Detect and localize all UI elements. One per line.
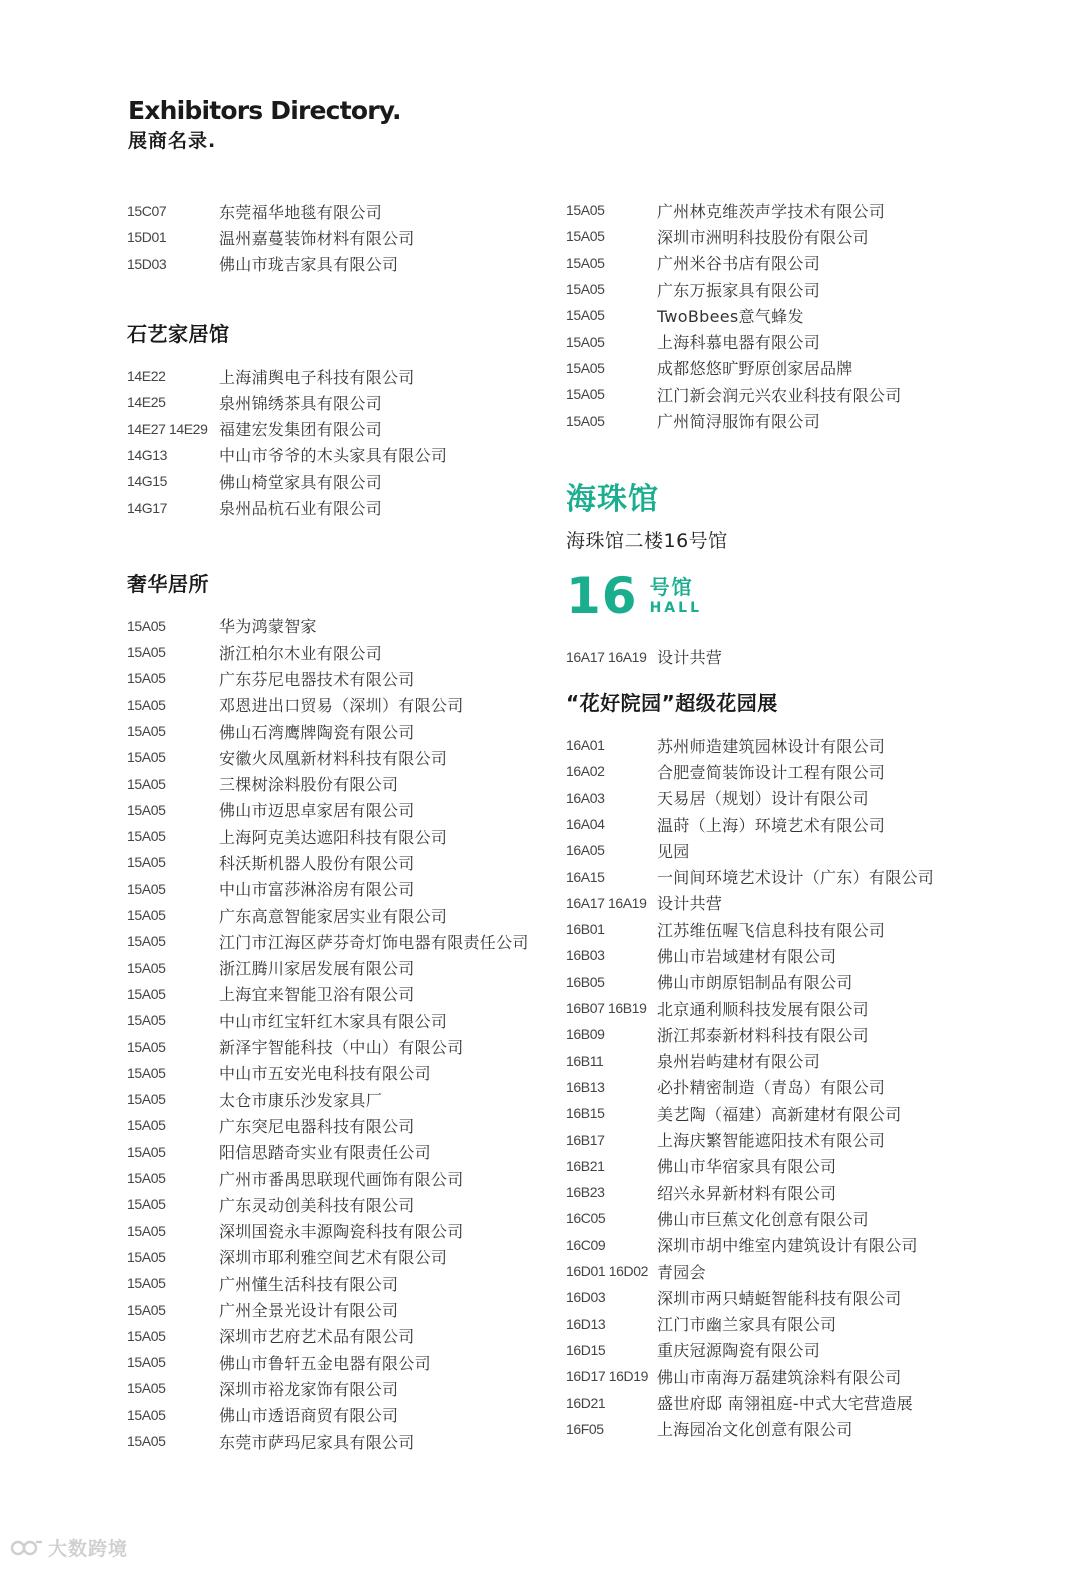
booth-code: 15A05 [127, 828, 166, 845]
hall-number: 16 [566, 566, 638, 625]
exhibitor-row [127, 1086, 567, 1112]
exhibitor-row [566, 785, 966, 811]
exhibitor-row [566, 644, 966, 670]
booth-code: 15A05 [127, 1012, 166, 1029]
exhibitor-name: 上海科慕电器有限公司 [657, 333, 821, 353]
exhibitor-row [127, 639, 567, 665]
exhibitor-name: 阳信思踏奇实业有限责任公司 [219, 1143, 431, 1163]
exhibitor-row [127, 363, 567, 389]
exhibitor-row [127, 1323, 567, 1349]
exhibitor-name: 温州嘉蔓装饰材料有限公司 [219, 228, 415, 248]
exhibitor-name: 广州米谷书店有限公司 [657, 254, 821, 274]
exhibitor-name: 中山市爷爷的木头家具有限公司 [219, 446, 448, 466]
exhibitor-name: 佛山市朗原铝制品有限公司 [657, 973, 853, 993]
exhibitor-row [127, 823, 567, 849]
exhibitor-row [566, 276, 966, 302]
exhibitor-name: 江门新会润元兴农业科技有限公司 [657, 385, 902, 405]
exhibitor-row [127, 442, 567, 468]
exhibitor-row [127, 1060, 567, 1086]
exhibitor-name: 深圳市耶利雅空间艺术有限公司 [219, 1248, 448, 1268]
exhibitor-name: 佛山市透语商贸有限公司 [219, 1406, 399, 1426]
exhibitor-name: 广州林克维茨声学技术有限公司 [657, 201, 886, 221]
exhibitor-row [566, 995, 966, 1021]
booth-code: 16A03 [566, 789, 605, 806]
exhibitor-name: 北京通利顺科技发展有限公司 [657, 999, 869, 1019]
exhibitor-name: 苏州师造建筑园林设计有限公司 [657, 736, 886, 756]
hall-list [566, 644, 966, 670]
exhibitor-name: 深圳市洲明科技股份有限公司 [657, 227, 869, 247]
exhibitor-row [566, 1126, 966, 1152]
exhibitor-name: 广东万振家具有限公司 [657, 280, 821, 300]
booth-code: 15A05 [127, 696, 166, 713]
exhibitor-name: 三棵树涂料股份有限公司 [219, 775, 399, 795]
exhibitor-name: 中山市五安光电科技有限公司 [219, 1064, 431, 1084]
exhibitor-row [127, 389, 567, 415]
booth-code: 15A05 [127, 959, 166, 976]
exhibitor-name: 佛山市鲁轩五金电器有限公司 [219, 1353, 431, 1373]
hall-title: 海珠馆 [566, 481, 659, 517]
exhibitor-row [127, 902, 567, 928]
exhibitor-name: 华为鸿蒙智家 [219, 617, 317, 637]
exhibitor-row [127, 718, 567, 744]
title-chinese: 展商名录. [128, 130, 217, 152]
booth-code: 15A05 [566, 202, 605, 219]
exhibitor-row [566, 969, 966, 995]
booth-code: 15A05 [127, 1380, 166, 1397]
exhibitor-row [127, 692, 567, 718]
booth-code: 15A05 [127, 854, 166, 871]
booth-code: 16A17 16A19 [566, 894, 647, 911]
exhibitor-row [566, 837, 966, 863]
right-column [566, 197, 966, 1442]
exhibitor-name: 深圳市艺府艺术品有限公司 [219, 1327, 415, 1347]
exhibitor-row [127, 251, 567, 277]
watermark [10, 1534, 128, 1561]
exhibitor-name: 深圳市胡中维室内建筑设计有限公司 [657, 1236, 918, 1256]
directory-header [128, 95, 401, 155]
exhibitor-name: 科沃斯机器人股份有限公司 [219, 853, 415, 873]
booth-code: 15D01 [127, 229, 167, 246]
booth-code: 15D03 [127, 255, 167, 272]
section-title-luxury-residence: 奢华居所 [127, 571, 209, 596]
exhibitor-row [566, 407, 966, 433]
exhibitor-row [127, 1402, 567, 1428]
exhibitor-name: 佛山市岩域建材有限公司 [657, 946, 837, 966]
exhibitor-row [127, 1191, 567, 1217]
exhibitor-row [566, 1416, 966, 1442]
exhibitor-name: 天易居（规划）设计有限公司 [657, 789, 869, 809]
booth-code: 14G13 [127, 446, 168, 463]
section-title-stone-home: 石艺家居馆 [127, 321, 230, 346]
booth-code: 16B13 [566, 1078, 605, 1095]
booth-code: 15A05 [566, 281, 605, 298]
booth-code: 16A05 [566, 842, 605, 859]
booth-code: 15A05 [127, 907, 166, 924]
exhibitor-name: 中山市红宝轩红木家具有限公司 [219, 1011, 448, 1031]
exhibitor-name: 上海阿克美达遮阳科技有限公司 [219, 827, 448, 847]
booth-code: 16A17 16A19 [566, 648, 647, 665]
booth-code: 15A05 [127, 801, 166, 818]
exhibitor-name: 佛山市迈思卓家居有限公司 [219, 801, 415, 821]
booth-code: 15C07 [127, 203, 167, 220]
booth-code: 15A05 [127, 1248, 166, 1265]
exhibitor-row [127, 849, 567, 875]
exhibitor-row [127, 1296, 567, 1322]
exhibitor-name: 佛山市华宿家具有限公司 [657, 1157, 837, 1177]
booth-code: 15A05 [127, 775, 166, 792]
exhibitor-row [127, 1112, 567, 1138]
exhibitor-row [127, 955, 567, 981]
exhibitor-name: 重庆冠源陶瓷有限公司 [657, 1341, 821, 1361]
booth-code: 16A04 [566, 816, 605, 832]
exhibitor-row [127, 1349, 567, 1375]
exhibitor-name: 一间间环境艺术设计（广东）有限公司 [657, 868, 935, 888]
exhibitor-row [566, 890, 966, 916]
booth-code: 15A05 [127, 1275, 166, 1292]
exhibitor-row [566, 942, 966, 968]
booth-code: 14E25 [127, 394, 166, 411]
exhibitor-row [127, 1139, 567, 1165]
exhibitor-row [566, 355, 966, 381]
booth-code: 16D15 [566, 1341, 606, 1358]
exhibitor-row [566, 916, 966, 942]
exhibitor-name: 广州市番禺思联现代画饰有限公司 [219, 1169, 464, 1189]
booth-code: 15A05 [127, 1170, 166, 1187]
exhibitor-name: 浙江柏尔木业有限公司 [219, 643, 383, 663]
exhibitor-name: TwoBbees意气蜂发 [657, 306, 804, 326]
booth-code: 15A05 [127, 617, 166, 634]
exhibitor-row [566, 1205, 966, 1231]
stone-home-list [127, 363, 567, 521]
booth-code: 16F05 [566, 1420, 604, 1437]
watermark-text: 大数跨境 [48, 1538, 129, 1560]
exhibitor-row [566, 758, 966, 784]
exhibitor-name: 浙江邦泰新材料科技有限公司 [657, 1025, 869, 1045]
booth-code: 15A05 [127, 1301, 166, 1318]
booth-code: 16B17 [566, 1131, 605, 1148]
booth-code: 14E22 [127, 368, 166, 385]
exhibitor-name: 东莞市萨玛尼家具有限公司 [219, 1432, 415, 1452]
exhibitor-row [127, 1375, 567, 1401]
exhibitor-row [566, 1048, 966, 1074]
exhibitor-row [566, 250, 966, 276]
exhibitor-name: 广东突尼电器科技有限公司 [219, 1116, 415, 1136]
exhibitor-name: 邓恩进出口贸易（深圳）有限公司 [219, 696, 464, 716]
booth-code: 16B21 [566, 1157, 605, 1174]
exhibitor-name: 上海浦舆电子科技有限公司 [219, 367, 415, 387]
exhibitor-name: 必扑精密制造（青岛）有限公司 [657, 1078, 886, 1098]
booth-code: 16B23 [566, 1184, 605, 1201]
booth-code: 15A05 [127, 1117, 166, 1134]
booth-code: 15A05 [566, 386, 605, 403]
exhibitor-name: 佛山石湾鹰牌陶瓷有限公司 [219, 722, 415, 742]
booth-code: 15A05 [127, 880, 166, 897]
hall-label-cn: 号馆 [649, 574, 694, 599]
exhibitor-name: 江门市幽兰家具有限公司 [657, 1315, 837, 1335]
exhibitor-name: 上海庆繁智能遮阳技术有限公司 [657, 1131, 886, 1151]
left-group-1 [127, 198, 567, 277]
title-english: Exhibitors Directory. [128, 96, 401, 125]
exhibitor-row [127, 1244, 567, 1270]
exhibitor-row [127, 1218, 567, 1244]
exhibitor-name: 江门市江海区萨芬奇灯饰电器有限责任公司 [219, 932, 529, 952]
exhibitor-row [127, 224, 567, 250]
exhibitor-name: 广州懂生活科技有限公司 [219, 1274, 399, 1294]
exhibitor-row [127, 797, 567, 823]
exhibitor-name: 福建宏发集团有限公司 [219, 420, 383, 440]
booth-code: 16B07 16B19 [566, 1000, 647, 1017]
exhibitor-name: 设计共营 [657, 648, 723, 668]
booth-code: 16A01 [566, 737, 605, 754]
exhibitor-row [127, 665, 567, 691]
exhibitor-name: 东莞福华地毯有限公司 [219, 202, 383, 222]
exhibitor-row [127, 198, 567, 224]
booth-code: 15A05 [127, 1406, 166, 1423]
exhibitor-row [127, 1270, 567, 1296]
booth-code: 15A05 [566, 228, 605, 245]
exhibitor-row [566, 223, 966, 249]
booth-code: 15A05 [127, 1222, 166, 1239]
exhibitor-name: 泉州锦绣茶具有限公司 [219, 393, 383, 413]
booth-code: 16B15 [566, 1105, 605, 1122]
booth-code: 15A05 [127, 985, 166, 1002]
booth-code: 15A05 [127, 1038, 166, 1055]
booth-code: 15A05 [127, 1354, 166, 1371]
exhibitor-row [566, 1021, 966, 1047]
booth-code: 16D21 [566, 1394, 606, 1411]
booth-code: 16A02 [566, 763, 605, 780]
exhibitor-name: 上海宜来智能卫浴有限公司 [219, 985, 415, 1005]
exhibitor-name: 广东芬尼电器技术有限公司 [219, 669, 415, 689]
exhibitor-row [127, 1428, 567, 1454]
exhibitor-row [127, 613, 567, 639]
booth-code: 15A05 [127, 723, 166, 739]
exhibitor-name: 盛世府邸 南翎祖庭-中式大宅营造展 [657, 1394, 913, 1414]
exhibitor-name: 江苏维伍喔飞信息科技有限公司 [657, 920, 886, 940]
booth-code: 15A05 [127, 1064, 166, 1081]
right-group-1 [566, 197, 966, 434]
booth-code: 15A05 [566, 307, 605, 324]
luxury-residence-list [127, 613, 567, 1455]
booth-code: 15A05 [127, 670, 166, 687]
exhibitor-row [566, 1232, 966, 1258]
exhibitor-name: 温莳（上海）环境艺术有限公司 [657, 815, 886, 835]
booth-code: 15A05 [127, 933, 166, 950]
exhibitor-name: 绍兴永昇新材料有限公司 [657, 1183, 837, 1203]
exhibitor-row [127, 1033, 567, 1059]
exhibitor-name: 广州简浔服饰有限公司 [657, 412, 821, 432]
booth-code: 16B09 [566, 1026, 605, 1043]
exhibitor-name: 深圳市裕龙家饰有限公司 [219, 1379, 399, 1399]
booth-code: 14G17 [127, 499, 168, 516]
exhibitor-name: 设计共营 [657, 894, 723, 914]
booth-code: 16C05 [566, 1210, 606, 1227]
booth-code: 15A05 [127, 1196, 166, 1213]
exhibitor-name: 佛山市珑吉家具有限公司 [219, 255, 399, 275]
exhibitor-row [127, 1165, 567, 1191]
exhibitor-name: 美艺陶（福建）高新建材有限公司 [657, 1104, 902, 1124]
booth-code: 15A05 [127, 1143, 166, 1160]
left-column [127, 198, 567, 1454]
booth-code: 15A05 [566, 359, 605, 376]
exhibitor-row [127, 770, 567, 796]
exhibitor-name: 太仓市康乐沙发家具厂 [219, 1090, 383, 1110]
exhibitor-name: 青园会 [657, 1262, 706, 1282]
booth-code: 15A05 [127, 1091, 166, 1108]
exhibitor-name: 安徽火凤凰新材料科技有限公司 [219, 748, 448, 768]
exhibitor-name: 泉州品杭石业有限公司 [219, 499, 383, 519]
booth-code: 16A15 [566, 868, 605, 885]
exhibitor-row [566, 863, 966, 889]
exhibitor-name: 见园 [657, 841, 690, 861]
hall-badge [566, 566, 966, 626]
exhibitor-row [566, 328, 966, 354]
exhibitor-name: 成都悠悠旷野原创家居品牌 [657, 359, 853, 379]
exhibitor-row [566, 1337, 966, 1363]
exhibitor-row [127, 744, 567, 770]
exhibitor-row [566, 1284, 966, 1310]
exhibitor-row [127, 981, 567, 1007]
exhibitor-row [127, 1007, 567, 1033]
exhibitor-name: 佛山椅堂家具有限公司 [219, 472, 383, 492]
exhibitor-name: 佛山市南海万磊建筑涂料有限公司 [657, 1367, 902, 1387]
booth-code: 16D17 16D19 [566, 1368, 648, 1385]
booth-code: 16B03 [566, 947, 605, 964]
exhibitor-name: 浙江腾川家居发展有限公司 [219, 959, 415, 979]
exhibitor-name: 深圳国瓷永丰源陶瓷科技有限公司 [219, 1222, 464, 1242]
watermark-logo-icon [10, 1537, 44, 1559]
booth-code: 16D01 16D02 [566, 1263, 648, 1280]
exhibitor-name: 泉州岩屿建材有限公司 [657, 1052, 821, 1072]
exhibitor-name: 广州全景光设计有限公司 [219, 1301, 399, 1321]
hall-subtitle: 海珠馆二楼16号馆 [566, 529, 728, 552]
booth-code: 16C09 [566, 1236, 606, 1253]
booth-code: 16B11 [566, 1052, 604, 1069]
garden-show-list [566, 732, 966, 1442]
exhibitor-row [566, 1100, 966, 1126]
exhibitor-name: 广东高意智能家居实业有限公司 [219, 906, 448, 926]
section-title-garden-show: “花好院园”超级花园展 [566, 690, 778, 715]
booth-code: 14E27 14E29 [127, 420, 208, 437]
exhibitor-name: 佛山市巨蕉文化创意有限公司 [657, 1209, 869, 1229]
exhibitor-name: 合肥壹简装饰设计工程有限公司 [657, 762, 886, 782]
exhibitor-row [566, 302, 966, 328]
booth-code: 16D13 [566, 1315, 606, 1332]
booth-code: 14G15 [127, 473, 168, 490]
booth-code: 15A05 [127, 1327, 166, 1344]
exhibitor-row [566, 1389, 966, 1415]
booth-code: 15A05 [127, 749, 166, 766]
exhibitor-row [566, 1153, 966, 1179]
exhibitor-row [566, 197, 966, 223]
exhibitor-row [127, 494, 567, 520]
exhibitor-name: 广东灵动创美科技有限公司 [219, 1195, 415, 1215]
booth-code: 15A05 [566, 412, 605, 429]
booth-code: 15A05 [127, 1433, 166, 1450]
exhibitor-row [127, 468, 567, 494]
exhibitor-row [566, 1311, 966, 1337]
booth-code: 16B05 [566, 973, 605, 990]
exhibitor-row [566, 381, 966, 407]
booth-code: 15A05 [127, 644, 166, 661]
booth-code: 16D03 [566, 1289, 606, 1306]
exhibitor-name: 中山市富莎淋浴房有限公司 [219, 880, 415, 900]
hall-label-en: HALL [649, 599, 702, 616]
exhibitor-row [127, 876, 567, 902]
exhibitor-row [566, 1363, 966, 1389]
exhibitor-name: 新泽宇智能科技（中山）有限公司 [219, 1038, 464, 1058]
exhibitor-name: 上海园冶文化创意有限公司 [657, 1420, 853, 1440]
booth-code: 15A05 [566, 333, 605, 350]
booth-code: 16B01 [566, 921, 605, 938]
booth-code: 15A05 [566, 254, 605, 271]
exhibitor-row [127, 928, 567, 954]
exhibitor-row [566, 1258, 966, 1284]
exhibitor-row [566, 811, 966, 837]
exhibitor-name: 深圳市两只蜻蜓智能科技有限公司 [657, 1288, 902, 1308]
exhibitor-row [566, 1074, 966, 1100]
exhibitor-row [127, 415, 567, 441]
exhibitor-row [566, 732, 966, 758]
exhibitor-row [566, 1179, 966, 1205]
